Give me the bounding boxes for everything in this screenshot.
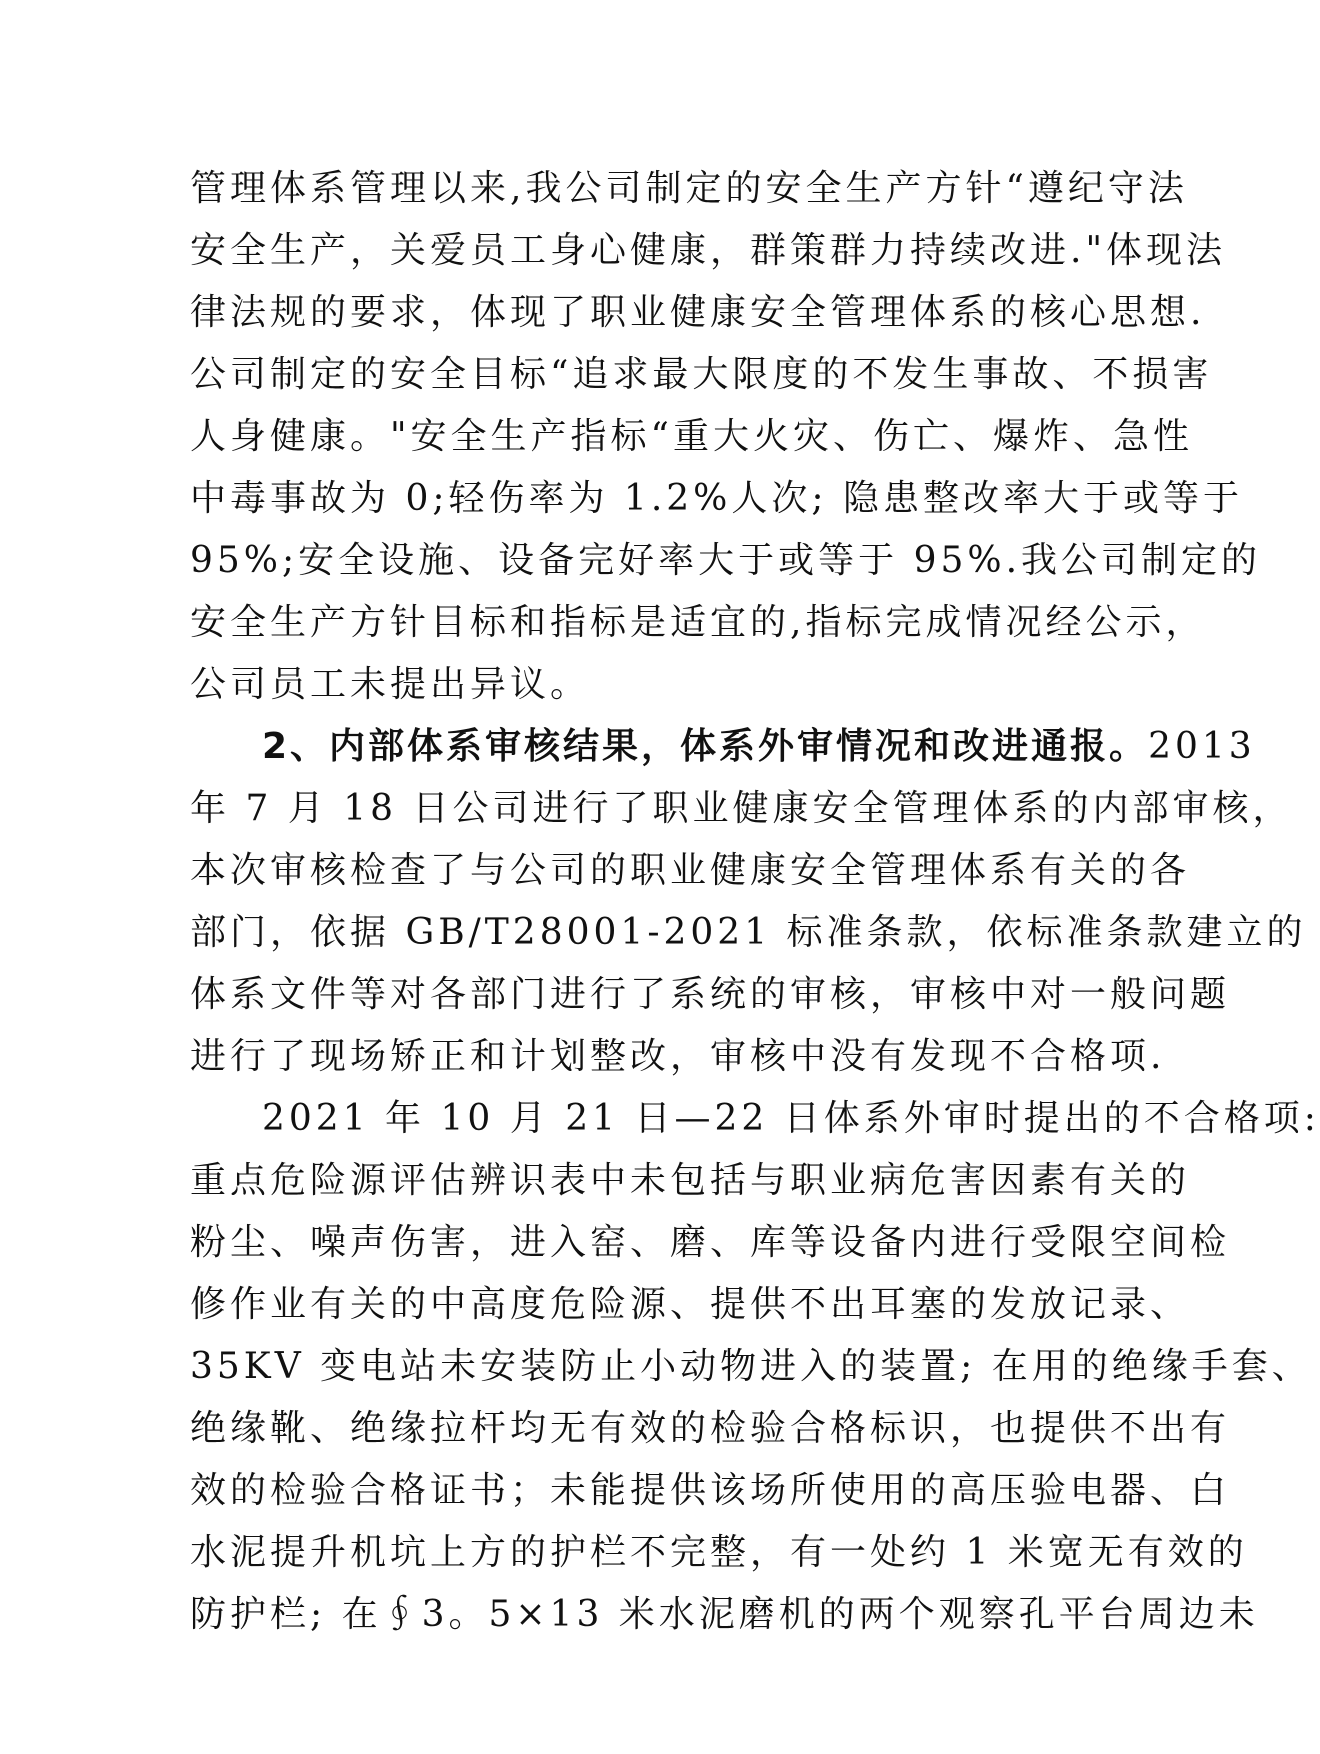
text-line: 管理体系管理以来,我公司制定的安全生产方针“遵纪守法	[190, 168, 1188, 209]
text-line: 修作业有关的中高度危险源、提供不出耳塞的发放记录、	[190, 1284, 1191, 1325]
text-line: 公司制定的安全目标“追求最大限度的不发生事故、不损害	[190, 354, 1213, 395]
text-line: 本次审核检查了与公司的职业健康安全管理体系有关的各	[190, 850, 1191, 891]
text-line: 安全生产方针目标和指标是适宜的,指标完成情况经公示，	[190, 602, 1206, 643]
paragraph-internal-audit	[190, 716, 1307, 1088]
text-line: 体系文件等对各部门进行了系统的审核，审核中对一般问题	[190, 974, 1231, 1015]
text-line: 重点危险源评估辨识表中未包括与职业病危害因素有关的	[190, 1160, 1191, 1201]
text-line: 95%;安全设施、设备完好率大于或等于 95%.我公司制定的	[190, 540, 1262, 581]
paragraph-external-audit	[190, 1088, 1320, 1646]
text-line: 效的检验合格证书；未能提供该场所使用的高压验电器、白	[190, 1470, 1231, 1511]
text-line: 年 7 月 18 日公司进行了职业健康安全管理体系的内部审核，	[190, 788, 1293, 829]
text-line: 绝缘靴、绝缘拉杆均无有效的检验合格标识，也提供不出有	[190, 1408, 1231, 1449]
text-line: 防护栏; 在∮3。5×13 米水泥磨机的两个观察孔平台周边未	[190, 1594, 1259, 1635]
heading-trailing-text: 2013	[1148, 726, 1256, 767]
text-line: 2021 年 10 月 21 日—22 日体系外审时提出的不合格项:	[262, 1098, 1320, 1139]
section-heading: 2、内部体系审核结果，体系外审情况和改进通报。	[262, 726, 1149, 767]
text-line: 律法规的要求，体现了职业健康安全管理体系的核心思想.	[190, 292, 1206, 333]
text-line: 安全生产，关爱员工身心健康，群策群力持续改进."体现法	[190, 230, 1227, 271]
text-line: 部门，依据 GB/T28001-2021 标准条款，依标准条款建立的	[190, 912, 1307, 953]
text-line: 35KV 变电站未安装防止小动物进入的装置; 在用的绝缘手套、	[190, 1346, 1312, 1387]
paragraph-safety-policy	[190, 158, 1262, 716]
text-line: 进行了现场矫正和计划整改，审核中没有发现不合格项.	[190, 1036, 1166, 1077]
text-line: 公司员工未提出异议。	[190, 664, 591, 705]
text-line-with-heading	[190, 716, 1256, 778]
document-body	[190, 158, 1320, 1646]
text-line: 粉尘、噪声伤害，进入窑、磨、库等设备内进行受限空间检	[190, 1222, 1231, 1263]
text-line: 人身健康。"安全生产指标“重大火灾、伤亡、爆炸、急性	[190, 416, 1193, 457]
text-line: 中毒事故为 0;轻伤率为 1.2%人次; 隐患整改率大于或等于	[190, 478, 1243, 519]
text-line: 水泥提升机坑上方的护栏不完整，有一处约 1 米宽无有效的	[190, 1532, 1248, 1573]
